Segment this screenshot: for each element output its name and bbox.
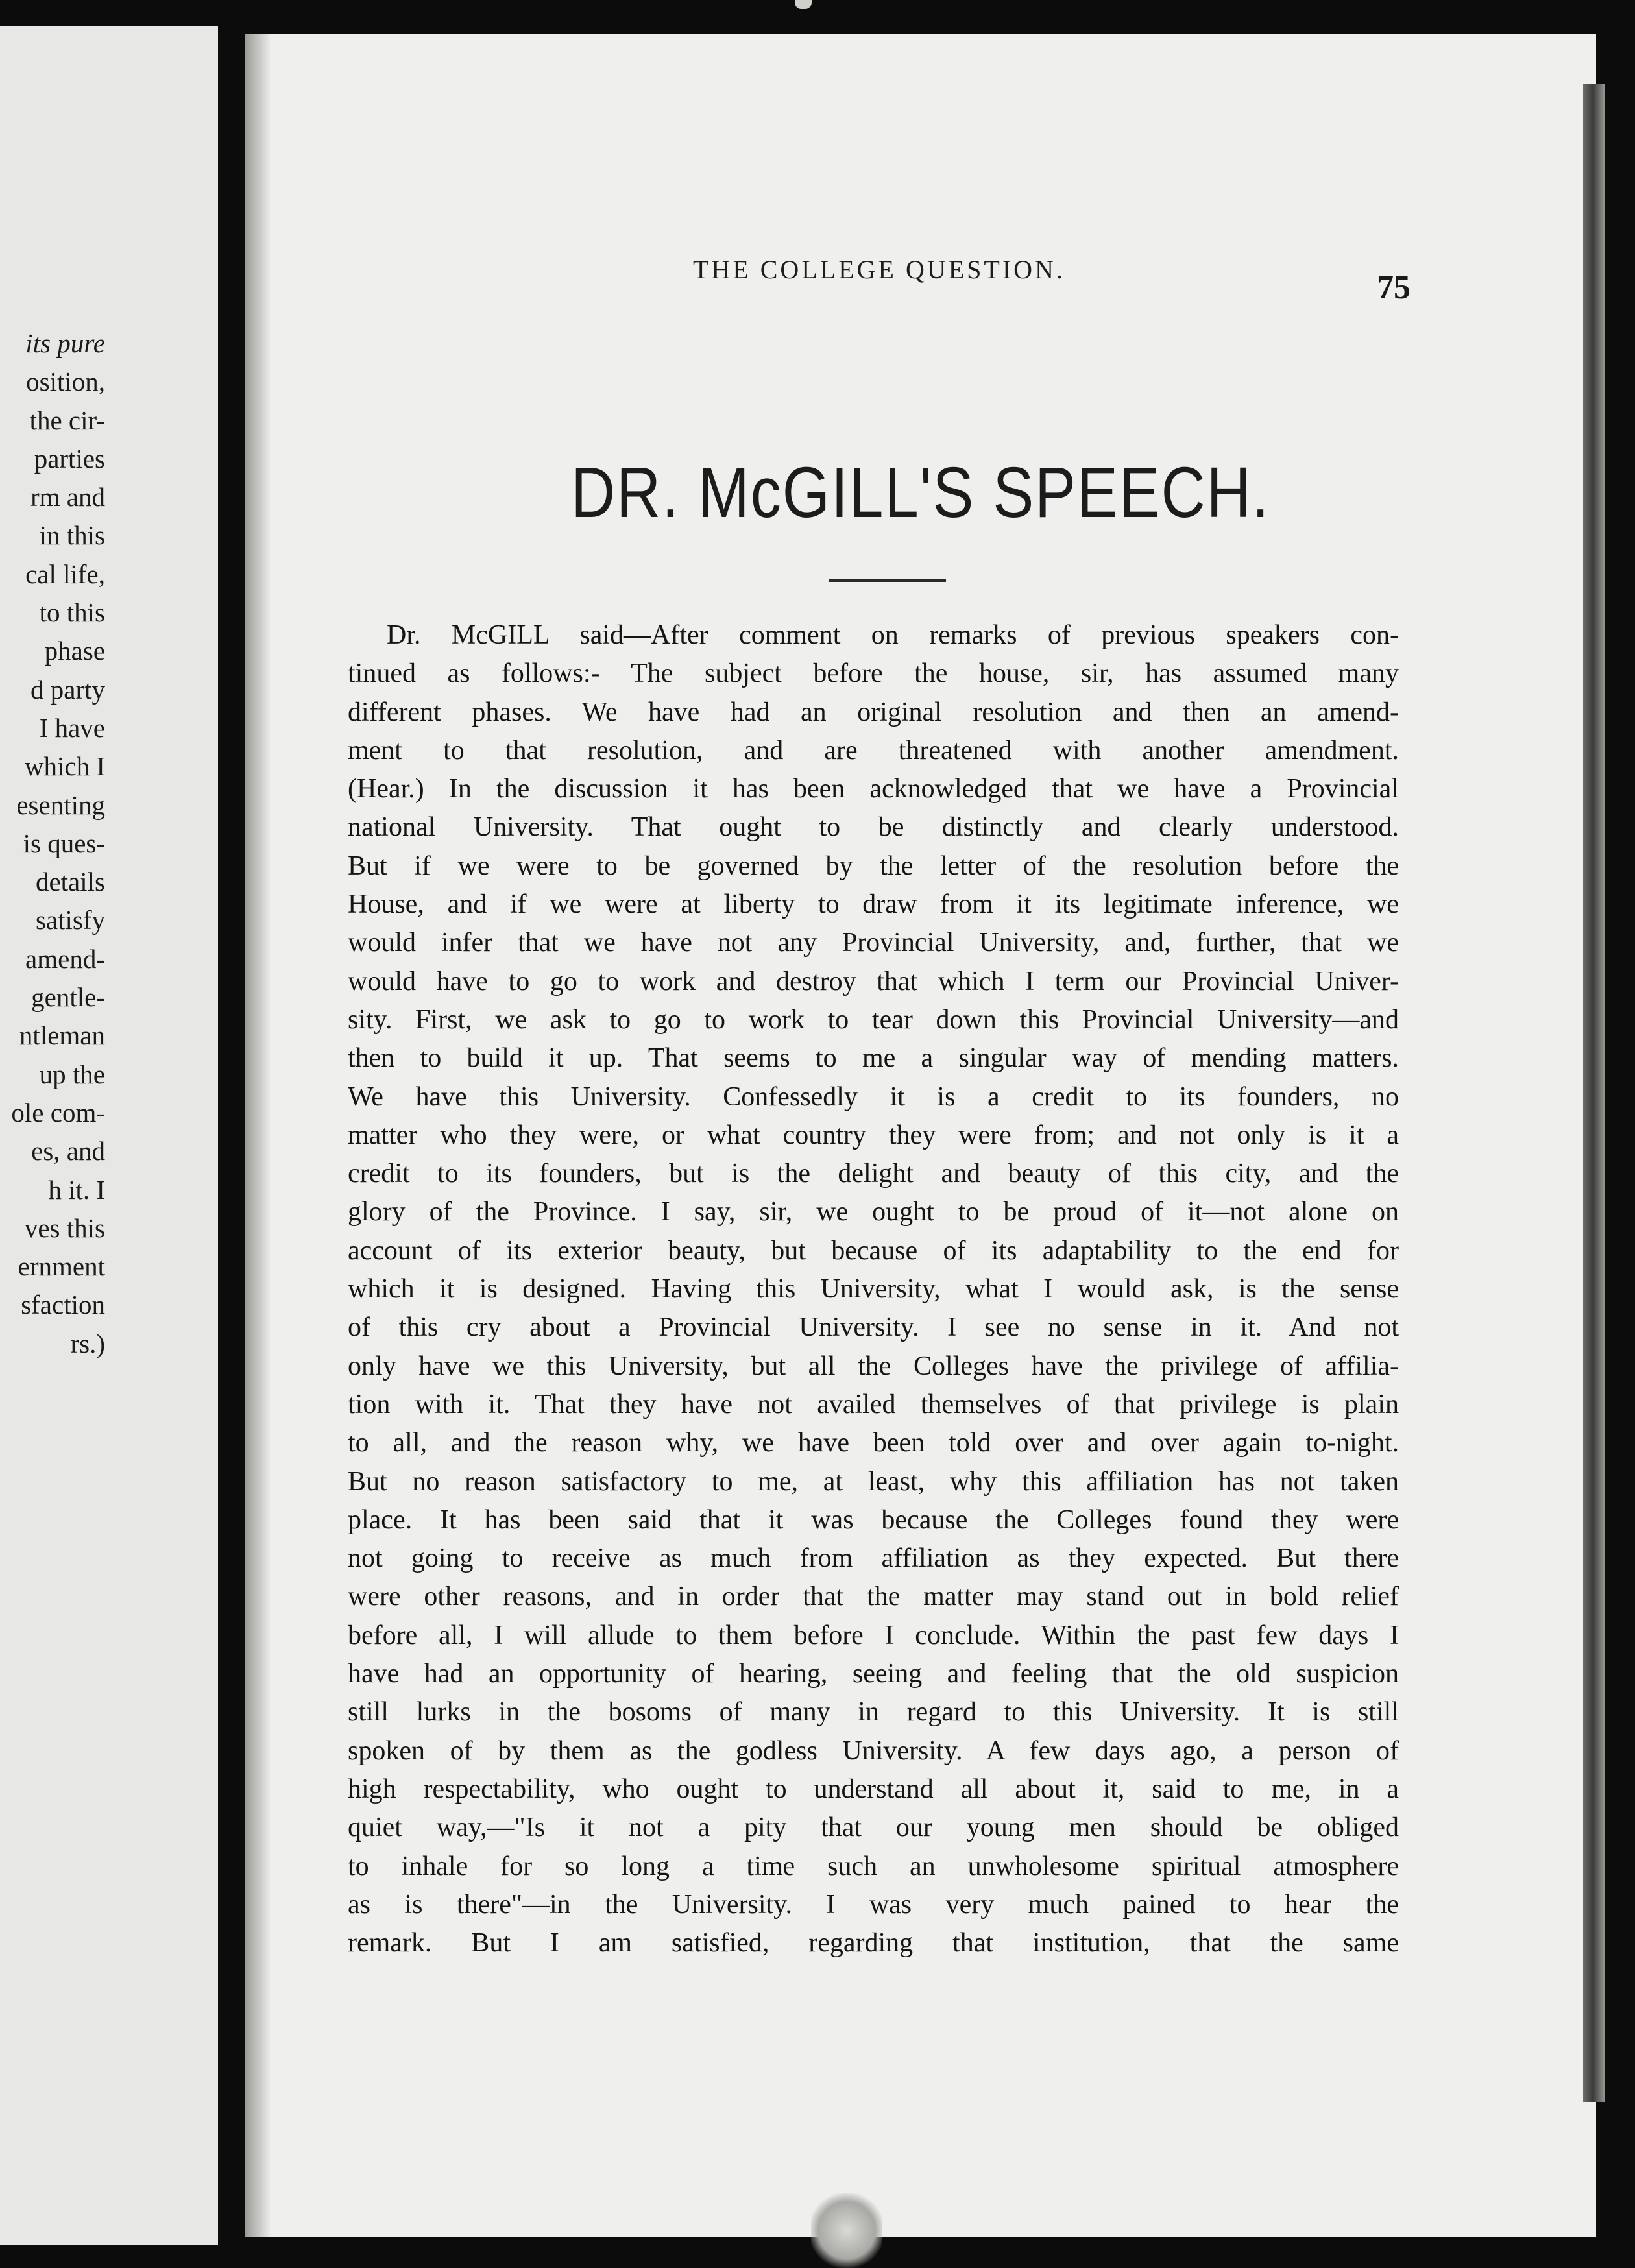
left-page-line: amend- — [25, 943, 105, 974]
body-line: national University. That ought to be distinctly and clearly understood. — [348, 812, 1399, 843]
body-line: quiet way,—"Is it not a pity that our young men should be obliged — [348, 1813, 1399, 1843]
body-line: sity. First, we ask to go to work to tear down this Provincial University—and — [348, 1004, 1399, 1035]
body-line: matter who they were, or what country they were from; and not only is it a — [348, 1120, 1399, 1150]
left-page-line: sfaction — [21, 1290, 105, 1320]
page-title: DR. McGILL'S SPEECH. — [571, 453, 1270, 533]
left-page-line: cal life, — [25, 559, 105, 589]
left-page-line: osition, — [26, 367, 105, 397]
body-line: to all, and the reason why, we have been told over and over again to-night. — [348, 1428, 1399, 1458]
body-line: Dr. McGILL said—After comment on remarks of previous speakers con- — [387, 620, 1399, 650]
body-line: tinued as follows:- The subject before the house, sir, has assumed many — [348, 658, 1399, 689]
body-line: different phases. We have had an original resolution and then an amend- — [348, 697, 1399, 727]
body-line: of this cry about a Provincial University. I see no sense in it. And not — [348, 1312, 1399, 1343]
left-page-line: rs.) — [70, 1328, 105, 1358]
left-page-line: es, and — [31, 1136, 105, 1166]
body-line: account of its exterior beauty, but because of its adaptability to the end for — [348, 1235, 1399, 1266]
body-line: House, and if we were at liberty to draw from it its legitimate inference, we — [348, 889, 1399, 920]
body-line: ment to that resolution, and are threatened with another amendment. — [348, 735, 1399, 766]
body-line: remark. But I am satisfied, regarding that institution, that the same — [348, 1928, 1399, 1959]
body-line: not going to receive as much from affiliation as they expected. But there — [348, 1543, 1399, 1574]
body-line: spoken of by them as the godless University. A few days ago, a person of — [348, 1735, 1399, 1766]
left-page-line: ntleman — [19, 1020, 105, 1051]
page-edge — [1583, 84, 1605, 2102]
speech-body — [348, 616, 1399, 1962]
left-page-line: ole com- — [11, 1097, 105, 1128]
body-line: then to build it up. That seems to me a singular way of mending matters. — [348, 1043, 1399, 1074]
scan-fleck — [795, 0, 812, 9]
left-page-line: d party — [30, 674, 105, 705]
body-line: which it is designed. Having this University, what I would ask, is the sense — [348, 1274, 1399, 1305]
body-line: would infer that we have not any Provincial University, and, further, that we — [348, 928, 1399, 958]
left-page-line: which I — [24, 751, 105, 782]
left-page-line: ernment — [18, 1251, 105, 1282]
body-line: would have to go to work and destroy that which I term our Provincial Univer- — [348, 966, 1399, 996]
left-page-line: up the — [39, 1059, 105, 1089]
left-page-line: gentle- — [31, 982, 105, 1013]
body-line: as is there"—in the University. I was very much pained to hear the — [348, 1889, 1399, 1920]
left-page-line: its pure — [25, 328, 105, 358]
left-page-line: h it. I — [48, 1174, 105, 1205]
left-page-line: is ques- — [23, 828, 105, 858]
page-number: 75 — [1377, 269, 1411, 306]
left-page-line: ves this — [24, 1212, 105, 1243]
left-page-line: satisfy — [35, 905, 105, 935]
body-line: were other reasons, and in order that the matter may stand out in bold relief — [348, 1582, 1399, 1612]
left-page-line: to this — [39, 597, 105, 628]
body-line: credit to its founders, but is the delight and beauty of this city, and the — [348, 1159, 1399, 1189]
body-line: place. It has been said that it was because the Colleges found they were — [348, 1504, 1399, 1535]
left-page-line: I have — [39, 712, 105, 743]
left-page-line: rm and — [30, 482, 105, 513]
body-line: But no reason satisfactory to me, at least, why this affiliation has not taken — [348, 1466, 1399, 1497]
running-head: THE COLLEGE QUESTION. — [693, 255, 1065, 284]
body-line: glory of the Province. I say, sir, we ought to be proud of it—not alone on — [348, 1197, 1399, 1227]
left-page-line: parties — [34, 443, 105, 474]
body-line: still lurks in the bosoms of many in regard to this University. It is still — [348, 1697, 1399, 1728]
body-line: have had an opportunity of hearing, seeing and feeling that the old suspicion — [348, 1659, 1399, 1689]
scan-smudge — [811, 2193, 882, 2268]
left-page-line: details — [35, 867, 105, 897]
binding-shadow — [245, 34, 271, 2237]
body-line: (Hear.) In the discussion it has been acknowledged that we have a Provincial — [348, 774, 1399, 804]
body-line: before all, I will allude to them before I conclude. Within the past few days I — [348, 1620, 1399, 1650]
left-page-text — [11, 324, 105, 1363]
left-page-line: the cir- — [29, 405, 105, 435]
body-line: But if we were to be governed by the letter of the resolution before the — [348, 850, 1399, 881]
left-page-line: esenting — [16, 790, 105, 820]
left-page — [0, 26, 218, 2245]
body-line: tion with it. That they have not availed themselves of that privilege is plain — [348, 1389, 1399, 1419]
body-line: We have this University. Confessedly it is a credit to its founders, no — [348, 1081, 1399, 1112]
title-rule — [829, 579, 946, 582]
left-page-line: phase — [44, 636, 105, 666]
body-line: only have we this University, but all the Colleges have the privilege of affilia- — [348, 1351, 1399, 1381]
body-line: high respectability, who ought to understand all about it, said to me, in a — [348, 1774, 1399, 1804]
left-page-line: in this — [39, 520, 105, 551]
body-line: to inhale for so long a time such an unwholesome spiritual atmosphere — [348, 1851, 1399, 1881]
